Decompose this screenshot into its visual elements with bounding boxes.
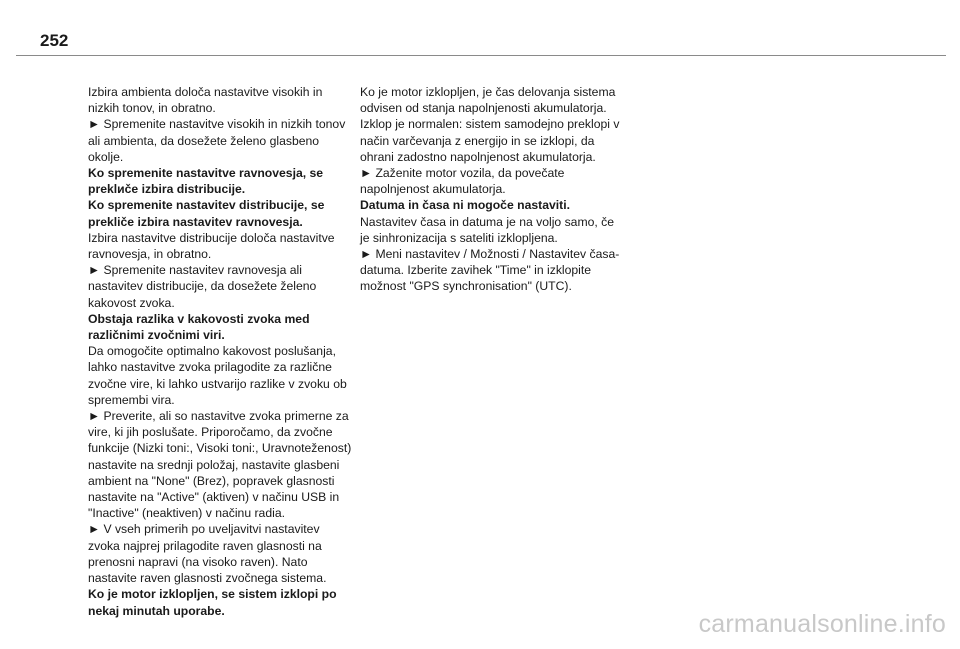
paragraph: Izbira ambienta določa nastavitve visokih in nizkih tonov, in obratno. [88, 85, 323, 116]
header-divider [16, 55, 946, 56]
question-heading: Ko spremenite nastavitve ravnovesja, se preklиče izbira distribucije. [88, 166, 324, 197]
instruction-paragraph: ► Meni nastavitev / Možnosti / Nastavitev časa-datuma. Izberite zavihek "Time" in izklopite možnost "GPS synchronisation" (UTC). [360, 247, 620, 294]
paragraph: Nastavitev časa in datuma je na voljo samo, če je sinhronizacija s sateliti izklopljena. [360, 214, 615, 245]
instruction-paragraph: ► Spremenite nastavitev ravnovesja ali nastavitev distribucije, da dosežete želeno kakovost zvoka. [88, 263, 317, 310]
question-heading: Ko spremenite nastavitev distribucije, se prekliče izbira nastavitev ravnovesja. [88, 198, 325, 229]
instruction-paragraph: ► Spremenite nastavitve visokih in nizkih tonov ali ambienta, da dosežete želeno glasbeno okolje. [88, 117, 346, 164]
paragraph: Da omogočite optimalno kakovost poslušanja, lahko nastavitve zvoka prilagodite za različne zvočne vire, ki lahko ustvarijo razlike v zvoku ob spremembi vira. [88, 344, 347, 407]
left-text-column [88, 84, 354, 619]
instruction-paragraph: ► Preverite, ali so nastavitve zvoka primerne za vire, ki jih poslušate. Priporočamo, da zvočne funkcije (Nizki toni:, Visoki toni:, Uravnoteženost) nastavite na srednji položaj, nastavite glasbeni ambient na "None" (Brez), popravek glasnosti nastavite na "Active" (aktiven) v načinu USB in "Inactive" (neaktiven) v načinu radia. [88, 409, 352, 521]
page-number: 252 [40, 31, 69, 50]
question-heading: Datuma in časa ni mogoče nastaviti. [360, 198, 570, 213]
instruction-paragraph: ► Zaženite motor vozila, da povečate napolnjenost akumulatorja. [360, 166, 565, 197]
instruction-paragraph: ► V vseh primerih po uveljavitvi nastavitev zvoka najprej prilagodite raven glasnosti na prenosni napravi (na visoko raven). Nato nastavite raven glasnosti zvočnega sistema. [88, 522, 327, 586]
paragraph: Izbira nastavitve distribucije določa nastavitve ravnovesja, in obratno. [88, 230, 335, 262]
question-heading: Ko je motor izklopljen, se sistem izklopi po nekaj minutah uporabe. [88, 587, 337, 618]
paragraph: Izklop je normalen: sistem samodejno preklopi v način varčevanja z energijo in se izklopi, da ohrani zadostno napolnjenost akumulatorja. [360, 117, 620, 164]
question-heading: Obstaja razlika v kakovosti zvoka med različnimi zvočnimi viri. [88, 311, 310, 343]
paragraph: Ko je motor izklopljen, je čas delovanja sistema odvisen od stanja napolnjenosti akumulatorja. [360, 85, 616, 116]
right-text-column [360, 84, 622, 295]
watermark: carmanualsonline.info [698, 610, 946, 638]
